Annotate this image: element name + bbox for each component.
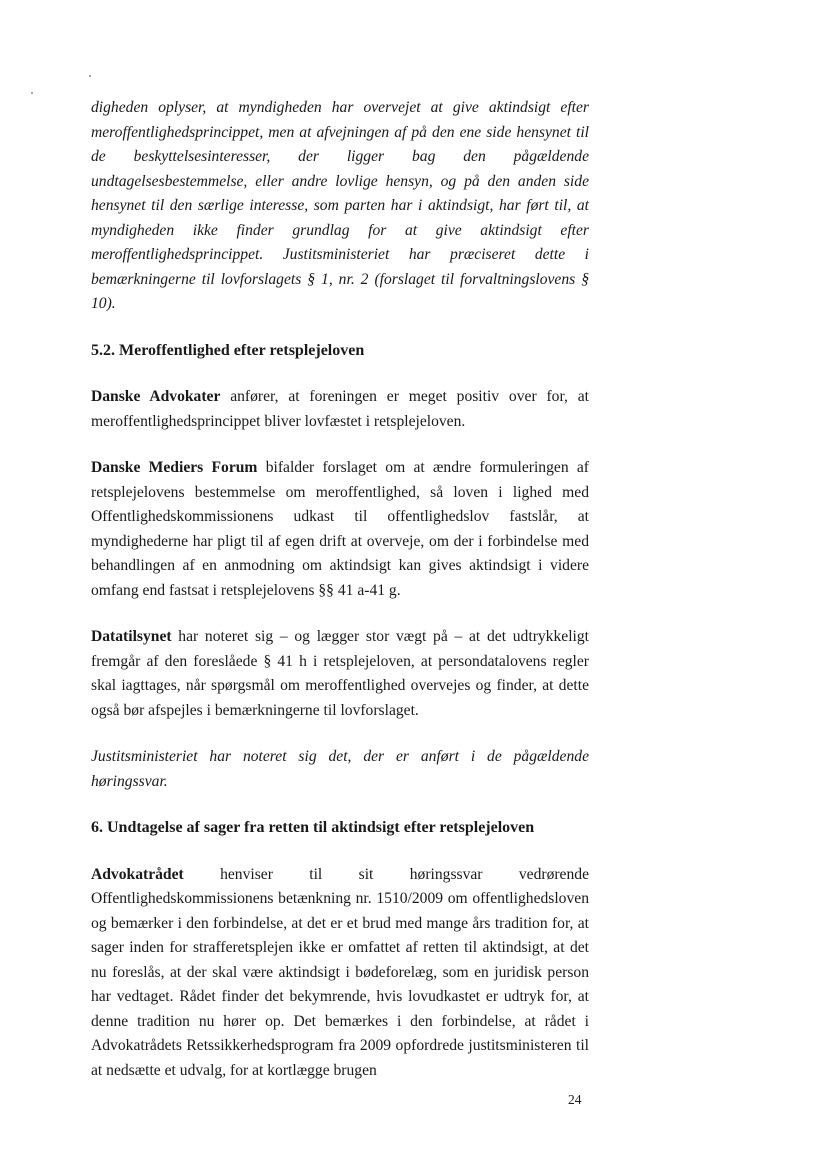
paragraph-danske-mediers-forum bbox=[91, 456, 589, 603]
paragraph-datatilsynet bbox=[91, 625, 589, 723]
paragraph-lead: Danske Advokater bbox=[91, 388, 221, 405]
paragraph-text: henviser til sit høringssvar vedrørende Offentlighedskommissionens betænkning nr. 1510/2009 om offentlighedsloven og bemærker i den forbindelse, at det er et brud med mange års tradition for, at sager inden for strafferetsplejen ikke er omfattet af retten til aktindsigt, at det nu foreslås, at der skal være aktindsigt i bødeforelæg, som en juridisk person har vedtaget. Rådet finder det bekymrende, hvis lovudkastet er udtryk for, at denne tradition nu hører op. Det bemærkes i den forbindelse, at rådet i Advokatrådets Retssikkerhedsprogram fra 2009 opfordrede justitsministeren til at nedsætte et udvalg, for at kortlægge brugen bbox=[91, 865, 589, 1079]
section-heading-6: 6. Undtagelse af sager fra retten til aktindsigt efter retsplejeloven bbox=[91, 819, 535, 836]
section-heading-5-2: 5.2. Meroffentlighed efter retsplejeloven bbox=[91, 341, 365, 359]
paragraph-continuation: digheden oplyser, at myndigheden har overvejet at give aktindsigt efter meroffentlighedsprincippet, men at afvejningen af på den ene side hensynet til de beskyttelsesinteresser, der ligger bag den pågældende undtagelsesbestemmelse, eller andre lovlige hensyn, og på den anden side hensynet til den særlige interesse, som parten har i aktindsigt, har ført til, at myndigheden ikke finder grundlag for at give aktindsigt efter meroffentlighedsprincippet. Justitsministeriet har præciseret dette i bemærkningerne til lovforslagets § 1, nr. 2 (forslaget til forvaltningslovens § 10). bbox=[91, 99, 589, 312]
paragraph-lead: Danske Mediers Forum bbox=[91, 459, 258, 476]
paragraph-text: bifalder forslaget om at ændre formuleringen af retsplejelovens bestemmelse om meroffentlighed, så loven i lighed med Offentlighedskommissionens udkast til offentlighedslov fastslår, at myndighederne har pligt til af egen drift at overveje, om der i forbindelse med behandlingen af en anmodning om aktindsigt kan gives aktindsigt i videre omfang end fastsat i retsplejelovens §§ 41 a-41 g. bbox=[91, 459, 590, 599]
paragraph-danske-advokater bbox=[91, 385, 589, 434]
paragraph-lead: Datatilsynet bbox=[91, 628, 172, 645]
paragraph-lead: Advokatrådet bbox=[91, 865, 184, 883]
paragraph-advokatraadet bbox=[91, 863, 589, 1084]
paragraph-text: har noteret sig – og lægger stor vægt på – at det udtrykkeligt fremgår af den foreslåede § 41 h i retsplejeloven, at persondatalovens regler skal iagttages, når spørgsmål om meroffentlighed overvejes og finder, at dette også bør afspejles i bemærkningerne til lovforslaget. bbox=[91, 628, 589, 719]
document-body bbox=[91, 96, 589, 1105]
scan-speck bbox=[89, 75, 91, 77]
page-number: 24 bbox=[568, 1092, 582, 1107]
paragraph-text: anfører, at foreningen er meget positiv over for, at meroffentlighedsprincippet bliver lovfæstet i retsplejeloven. bbox=[91, 388, 589, 430]
scan-speck bbox=[31, 92, 33, 94]
paragraph-ministry-note: Justitsministeriet har noteret sig det, der er anført i de pågældende høringssvar. bbox=[91, 748, 589, 790]
